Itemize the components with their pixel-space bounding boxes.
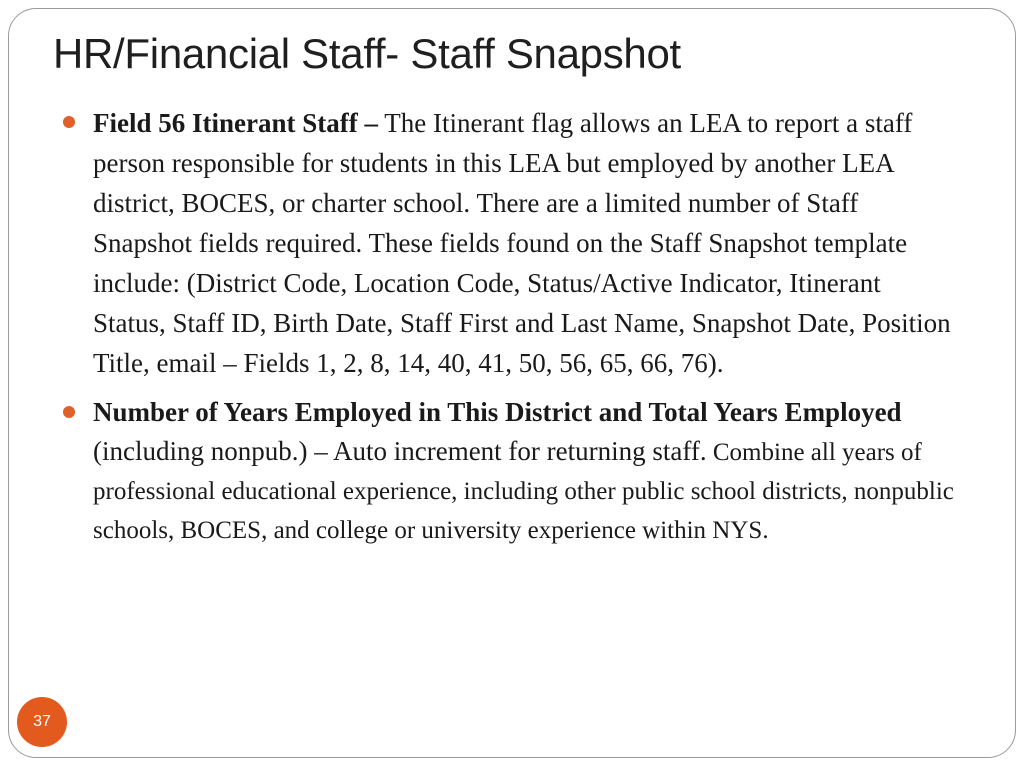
bullet-list	[60, 103, 960, 549]
page-number-badge: 37	[17, 697, 67, 747]
bullet-body-detail: Combine all years of professional educational experience, including other public school districts, nonpublic schools, BOCES, and college or university experience within NYS.	[93, 439, 954, 544]
bullet-dot-icon	[63, 116, 75, 128]
bullet-body: (including nonpub.) – Auto increment for returning staff.	[93, 436, 707, 466]
slide-title: HR/Financial Staff- Staff Snapshot	[53, 30, 681, 77]
bullet-body: The Itinerant flag allows an LEA to report a staff person responsible for students in this LEA but employed by another LEA district, BOCES, or charter school. There are a limited number of Staff Snapshot fields required. These fields found on the Staff Snapshot template include: (District Code, Location Code, Status/Active Indicator, Itinerant Status, Staff ID, Birth Date, Staff First and Last Name, Snapshot Date, Position Title, email – Fields 1, 2, 8, 14, 40, 41, 50, 56, 65, 66, 76).	[93, 108, 951, 378]
bullet-years-employed	[60, 393, 960, 549]
bullet-heading: Field 56 Itinerant Staff –	[93, 108, 378, 138]
bullet-dot-icon	[63, 406, 75, 418]
bullet-itinerant-staff	[60, 103, 960, 383]
bullet-heading: Number of Years Employed in This District and Total Years Employed	[93, 397, 902, 427]
